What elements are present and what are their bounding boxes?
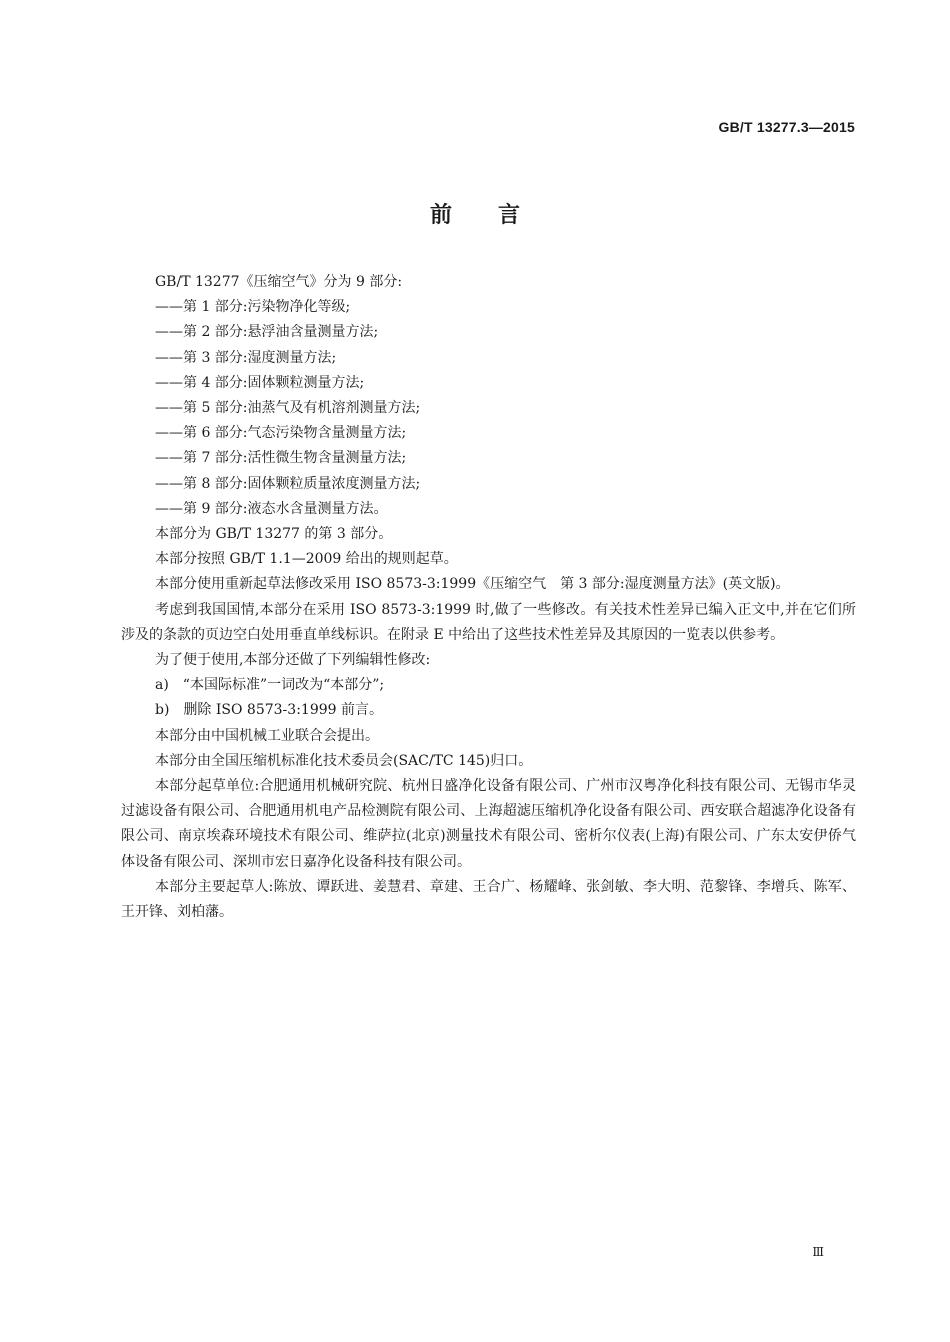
paragraph-drafting-units: 本部分起草单位:合肥通用机械研究院、杭州日盛净化设备有限公司、广州市汉粤净化科技有限公司、无锡市华灵过滤设备有限公司、合肥通用机电产品检测院有限公司、上海超滤压缩机净化设备有限公司、西安联合超滤净化设备有限公司、南京埃森环境技术有限公司、维萨拉(北京)测量技术有限公司、密析尔仪表(上海)有限公司、广东太安伊侨气体设备有限公司、深圳市宏日嘉净化设备科技有限公司。: [121, 778, 856, 870]
paragraph-adoption: 本部分使用重新起草法修改采用 ISO 8573-3:1999《压缩空气 第 3 部分:湿度测量方法》(英文版)。: [155, 576, 790, 593]
parts-intro: GB/T 13277《压缩空气》分为 9 部分:: [155, 274, 403, 290]
list-item-part-8: ——第 8 部分:固体颗粒质量浓度测量方法;: [155, 475, 421, 492]
list-item-part-9: ——第 9 部分:液态水含量测量方法。: [155, 500, 388, 517]
page-title: 前言: [429, 203, 566, 228]
list-item-part-2: ——第 2 部分:悬浮油含量测量方法;: [155, 324, 379, 341]
list-item-part-4: ——第 4 部分:固体颗粒测量方法;: [155, 374, 365, 391]
standard-code: GB/T 13277.3—2015: [718, 119, 855, 135]
foreword-body: [121, 270, 856, 925]
paragraph-proposed-by: 本部分由中国机械工业联合会提出。: [155, 727, 379, 744]
list-item-part-1: ——第 1 部分:污染物净化等级;: [155, 299, 351, 316]
list-item-part-5: ——第 5 部分:油蒸气及有机溶剂测量方法;: [155, 400, 421, 417]
list-item-part-3: ——第 3 部分:湿度测量方法;: [155, 349, 337, 366]
paragraph-drafters: 本部分主要起草人:陈放、谭跃进、姜慧君、章建、王合广、杨耀峰、张剑敏、李大明、范黎锋、李增兵、陈军、王开锋、刘柏藩。: [121, 878, 856, 921]
paragraph-centralized-by: 本部分由全国压缩机标准化技术委员会(SAC/TC 145)归口。: [155, 752, 533, 769]
page-number: Ⅲ: [812, 1245, 824, 1259]
paragraph-drafting-rules: 本部分按照 GB/T 1.1—2009 给出的规则起草。: [155, 551, 458, 568]
paragraph-technical-differences: 考虑到我国国情,本部分在采用 ISO 8573-3:1999 时,做了一些修改。有关技术性差异已编入正文中,并在它们所涉及的条款的页边空白处用垂直单线标识。在附录 E 中给出了这些技术性差异及其原因的一览表以供参考。: [121, 601, 856, 643]
list-item-editorial-a: a) “本国际标准”一词改为“本部分”;: [155, 677, 385, 694]
paragraph-editorial-intro: 为了便于使用,本部分还做了下列编辑性修改:: [155, 652, 431, 669]
list-item-editorial-b: b) 删除 ISO 8573-3:1999 前言。: [155, 702, 383, 719]
list-item-part-7: ——第 7 部分:活性微生物含量测量方法;: [155, 450, 407, 467]
list-item-part-6: ——第 6 部分:气态污染物含量测量方法;: [155, 425, 407, 442]
paragraph-part-statement: 本部分为 GB/T 13277 的第 3 部分。: [155, 526, 393, 543]
